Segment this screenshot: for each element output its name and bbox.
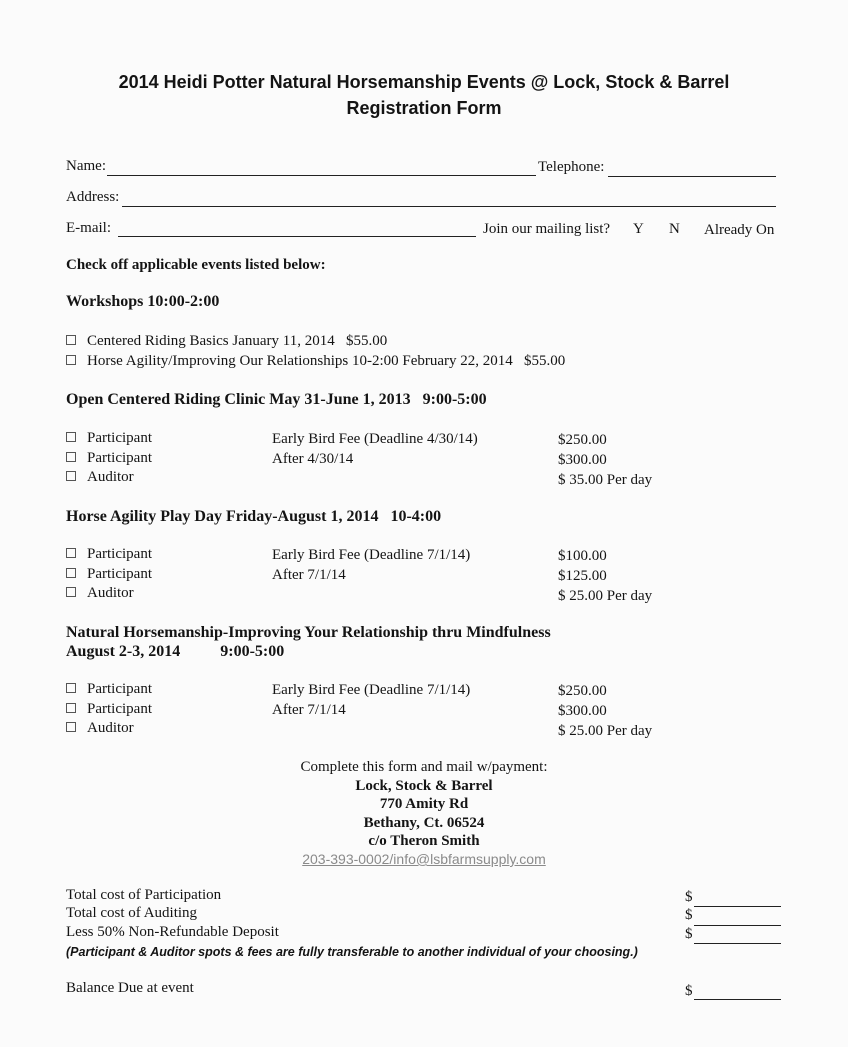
checkbox-icon[interactable] <box>66 452 76 462</box>
option-desc: Early Bird Fee (Deadline 7/1/14) <box>272 682 471 698</box>
option-desc: After 4/30/14 <box>272 451 354 467</box>
mindfulness-heading: Natural Horsemanship-Improving Your Relationship thru Mindfulness <box>66 624 551 641</box>
option-fee: $ 25.00 Per day <box>558 588 653 604</box>
checkbox-icon[interactable] <box>66 355 76 365</box>
registration-option[interactable] <box>66 469 134 486</box>
total-participation-field[interactable] <box>694 906 781 907</box>
telephone-field[interactable] <box>608 176 776 177</box>
option-label: Auditor <box>87 585 134 601</box>
registration-option[interactable] <box>66 720 134 737</box>
transfer-note: (Participant & Auditor spots & fees are fully transferable to another individual of your choosing.) <box>66 945 638 959</box>
registration-option[interactable] <box>66 566 152 583</box>
clinic-title: Open Centered Riding Clinic May 31-June 1, 2013 <box>66 391 411 408</box>
checkbox-icon[interactable] <box>66 722 76 732</box>
option-label: Participant <box>87 681 152 697</box>
checkbox-icon[interactable] <box>66 703 76 713</box>
registration-option[interactable] <box>66 430 152 447</box>
playday-title: Horse Agility Play Day Friday-August 1, 2014 <box>66 508 379 525</box>
deposit-field[interactable] <box>694 943 781 944</box>
mailing-name: Lock, Stock & Barrel <box>355 778 493 794</box>
contact-link[interactable]: 203-393-0002/info@lsbfarmsupply.com <box>302 851 546 867</box>
email-field[interactable] <box>118 236 476 237</box>
mailing-street: 770 Amity Rd <box>379 796 469 812</box>
instruction-text: Check off applicable events listed below: <box>66 257 326 273</box>
currency-sign: $ <box>685 907 693 923</box>
checkbox-icon[interactable] <box>66 568 76 578</box>
option-label: Participant <box>87 450 152 466</box>
option-fee: $300.00 <box>558 703 607 719</box>
address-label: Address: <box>66 189 120 205</box>
balance-field[interactable] <box>694 999 781 1000</box>
mailing-list-no[interactable]: N <box>669 221 680 237</box>
option-label: Participant <box>87 430 152 446</box>
checkbox-icon[interactable] <box>66 587 76 597</box>
option-desc: After 7/1/14 <box>272 567 346 583</box>
mindfulness-date-range: August 2-3, 2014 <box>66 643 181 660</box>
form-subtitle: Registration Form <box>346 98 502 118</box>
mailing-city: Bethany, Ct. 06524 <box>363 815 485 831</box>
option-label: Participant <box>87 546 152 562</box>
currency-sign: $ <box>685 983 693 999</box>
option-desc: Early Bird Fee (Deadline 7/1/14) <box>272 547 471 563</box>
option-label: Participant <box>87 701 152 717</box>
mindfulness-time: 9:00-5:00 <box>220 643 285 660</box>
balance-label: Balance Due at event <box>66 980 194 996</box>
checkbox-icon[interactable] <box>66 432 76 442</box>
contact-info <box>0 851 848 869</box>
mailing-attn: c/o Theron Smith <box>368 833 480 849</box>
mailing-list-already-on[interactable]: Already On <box>704 222 775 238</box>
option-label: Auditor <box>87 720 134 736</box>
checkbox-icon[interactable] <box>66 683 76 693</box>
telephone-label: Telephone: <box>538 159 605 175</box>
mailing-list-yes[interactable]: Y <box>633 221 644 237</box>
workshops-heading: Workshops 10:00-2:00 <box>66 293 220 310</box>
option-label: Auditor <box>87 469 134 485</box>
workshop-item-price: $55.00 <box>345 333 388 349</box>
mailing-list-prompt: Join our mailing list? <box>483 221 611 237</box>
option-desc: Early Bird Fee (Deadline 4/30/14) <box>272 431 478 447</box>
name-label: Name: <box>66 158 106 174</box>
option-label: Participant <box>87 566 152 582</box>
option-fee: $300.00 <box>558 452 607 468</box>
option-fee: $ 25.00 Per day <box>558 723 653 739</box>
registration-option[interactable] <box>66 450 152 467</box>
total-participation-label: Total cost of Participation <box>66 887 222 903</box>
mindfulness-dates <box>66 643 284 661</box>
registration-option[interactable] <box>66 585 134 602</box>
option-fee: $125.00 <box>558 568 607 584</box>
option-fee: $250.00 <box>558 683 607 699</box>
total-auditing-field[interactable] <box>694 925 781 926</box>
registration-option[interactable] <box>66 701 152 718</box>
clinic-time: 9:00-5:00 <box>422 391 487 408</box>
workshop-item-label: Horse Agility/Improving Our Relationships 10-2:00 February 22, 2014 <box>87 353 513 369</box>
clinic-heading <box>66 391 487 409</box>
checkbox-icon[interactable] <box>66 335 76 345</box>
email-label: E-mail: <box>66 220 111 236</box>
playday-heading <box>66 508 441 526</box>
workshop-item-price: $55.00 <box>524 353 566 369</box>
option-fee: $ 35.00 Per day <box>558 472 653 488</box>
form-title: 2014 Heidi Potter Natural Horsemanship Events @ Lock, Stock & Barrel <box>118 72 730 92</box>
checkbox-icon[interactable] <box>66 471 76 481</box>
currency-sign: $ <box>685 889 693 905</box>
workshop-item-label: Centered Riding Basics January 11, 2014 <box>87 333 335 349</box>
workshop-item[interactable] <box>66 333 387 350</box>
currency-sign: $ <box>685 926 693 942</box>
mailing-intro: Complete this form and mail w/payment: <box>300 759 548 775</box>
name-field[interactable] <box>107 175 536 176</box>
address-field[interactable] <box>122 206 776 207</box>
option-fee: $100.00 <box>558 548 607 564</box>
registration-option[interactable] <box>66 681 152 698</box>
total-auditing-label: Total cost of Auditing <box>66 905 198 921</box>
workshop-item[interactable] <box>66 353 565 370</box>
registration-option[interactable] <box>66 546 152 563</box>
option-fee: $250.00 <box>558 432 607 448</box>
option-desc: After 7/1/14 <box>272 702 346 718</box>
checkbox-icon[interactable] <box>66 548 76 558</box>
deposit-label: Less 50% Non-Refundable Deposit <box>66 924 279 940</box>
playday-time: 10-4:00 <box>390 508 442 525</box>
